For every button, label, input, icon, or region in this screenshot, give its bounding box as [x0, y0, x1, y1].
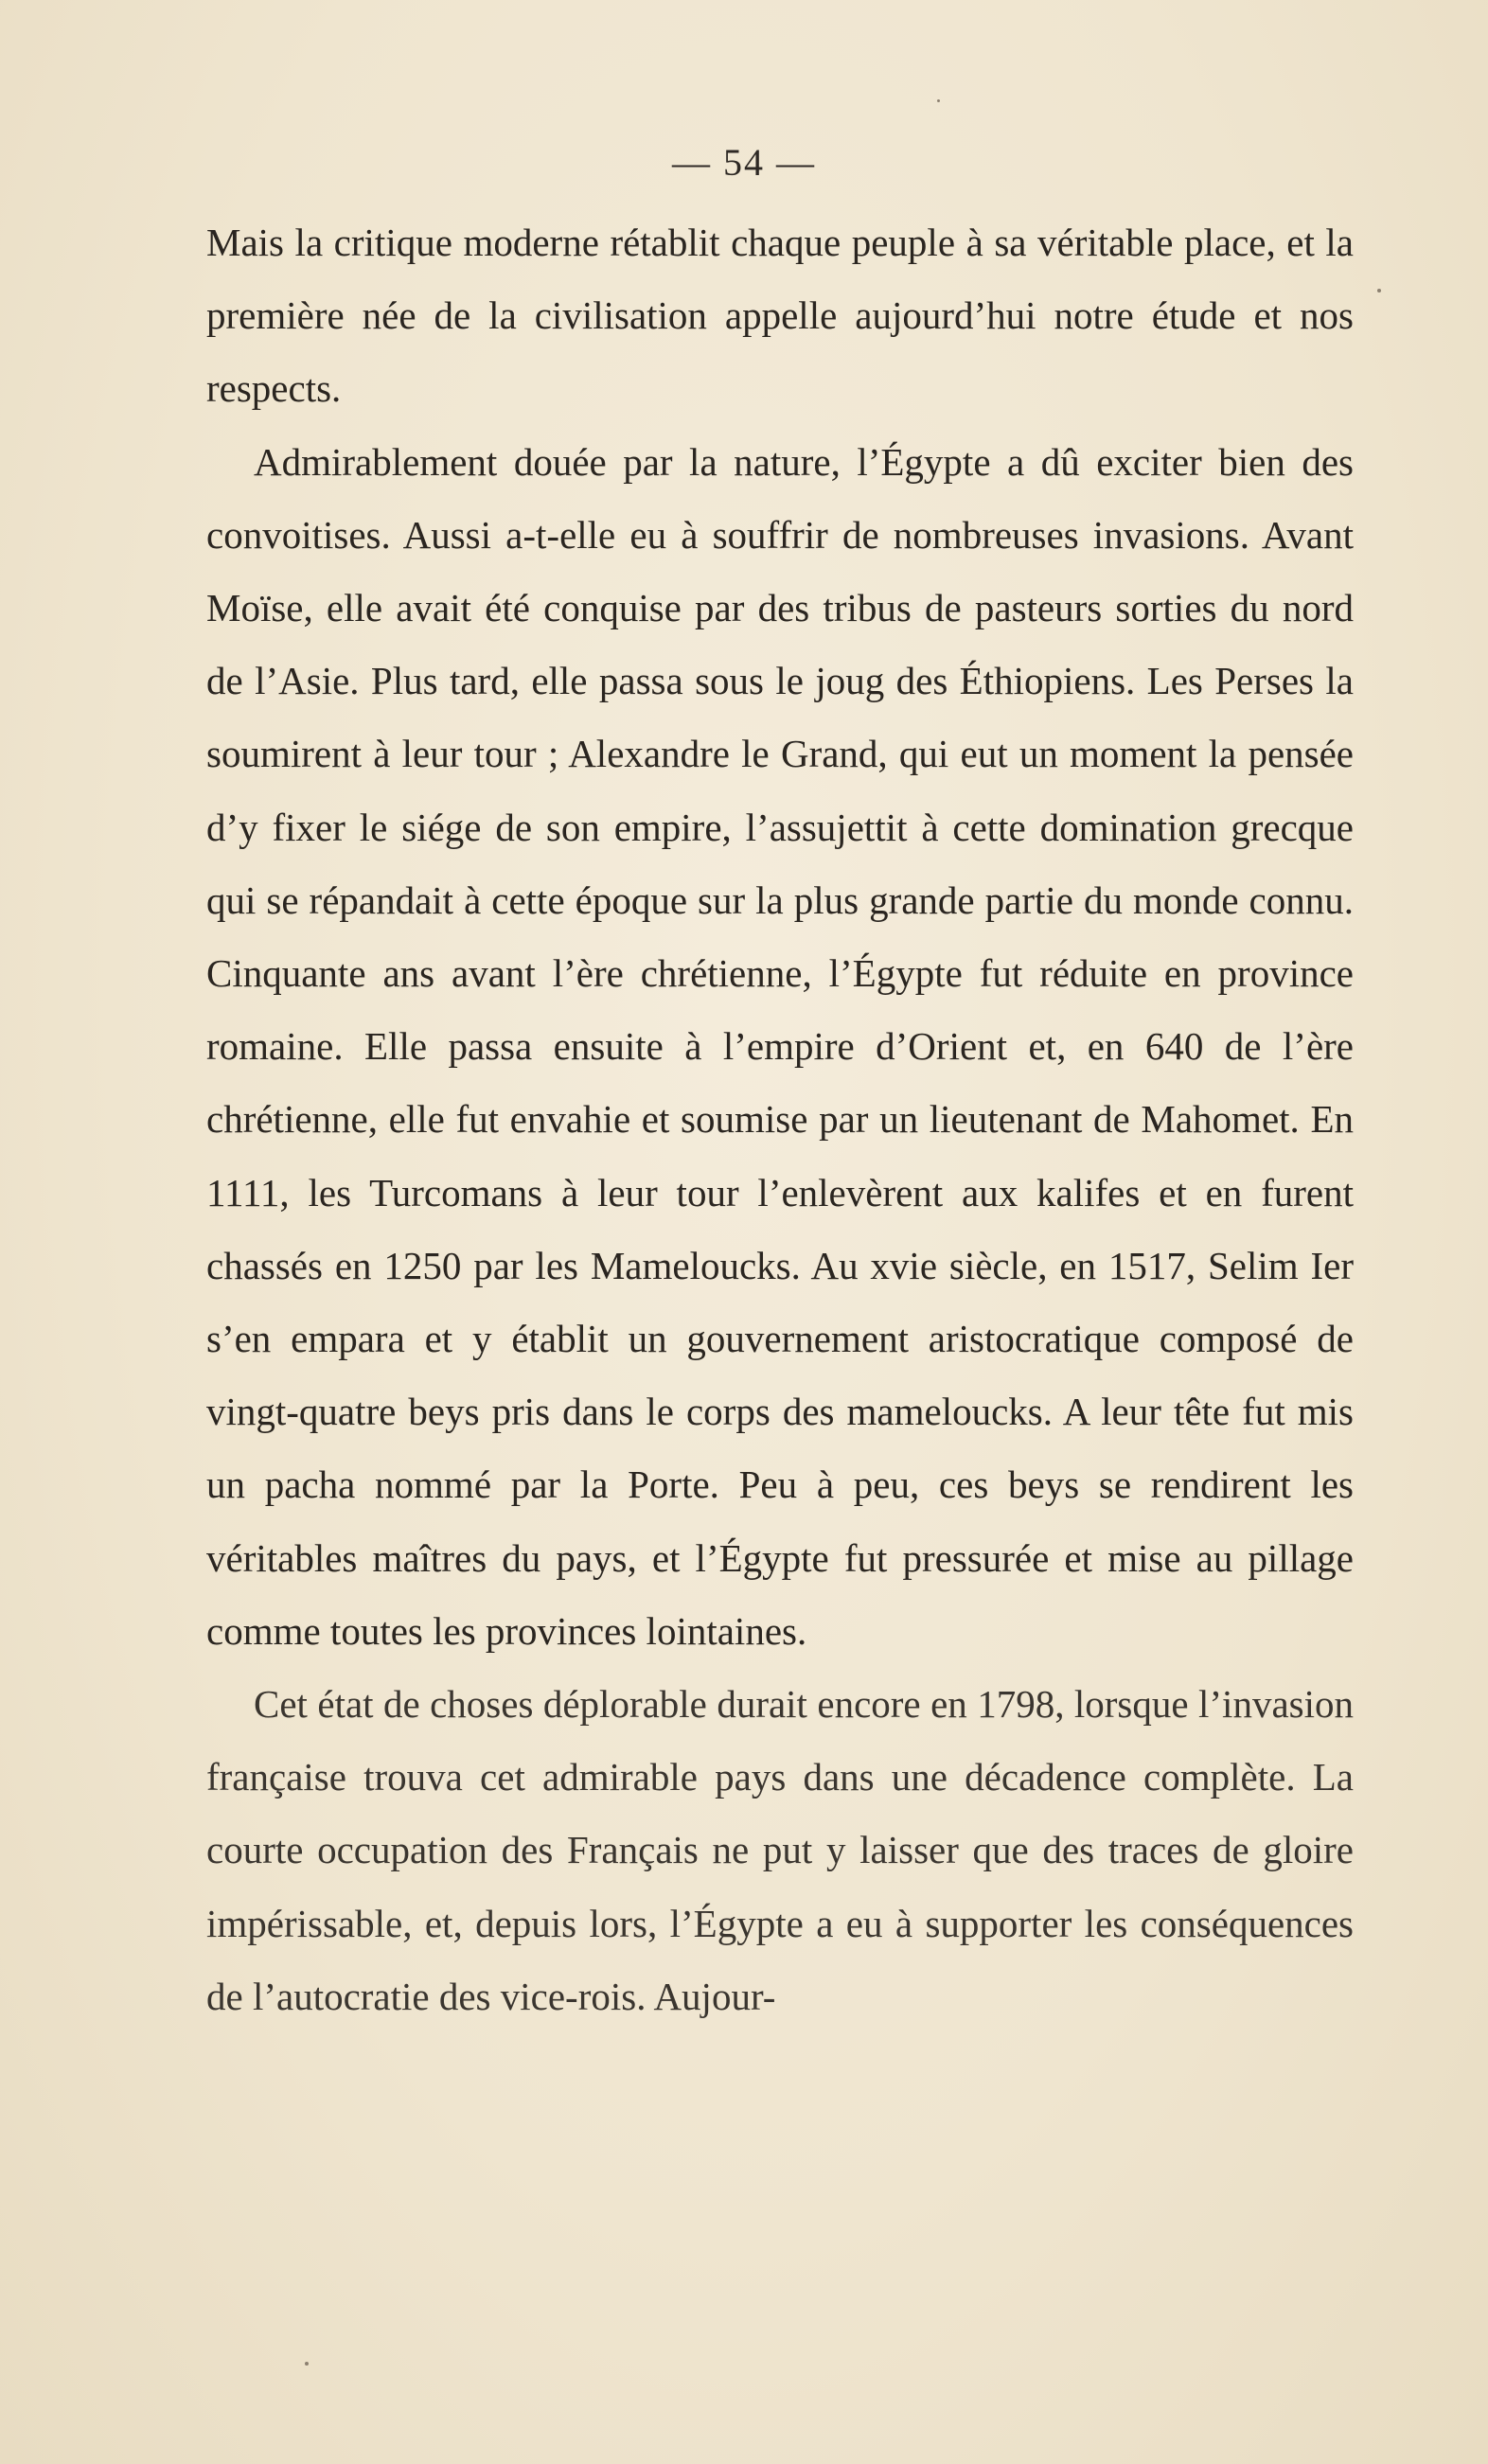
- paragraph-1: Mais la critique moderne rétablit chaque peuple à sa véritable place, et la première née de la civilisation appelle aujourd’hui notre étude et nos respects.: [206, 221, 1354, 411]
- paper-speck: [1377, 289, 1381, 292]
- body-text: [206, 206, 1354, 2033]
- page-number: — 54 —: [672, 141, 816, 184]
- paper-speck: [305, 2362, 309, 2366]
- paper-speck: [937, 99, 940, 102]
- paragraph-3: Cet état de choses déplorable durait encore en 1798, lorsque l’invasion française trouva cet admirable pays dans une décadence complète. La courte occupation des Français ne put y laisser que des traces de gloire impérissable, et, depuis lors, l’Égypte a eu à supporter les conséquences de l’autocratie des vice-rois. Aujour-: [206, 1682, 1354, 2018]
- paragraph-2: Admirablement douée par la nature, l’Égypte a dû exciter bien des convoitises. Aussi a-t-elle eu à souffrir de nombreuses invasions. Avant Moïse, elle avait été conquise par des tribus de pasteurs sorties du nord de l’Asie. Plus tard, elle passa sous le joug des Éthiopiens. Les Perses la soumirent à leur tour ; Alexandre le Grand, qui eut un moment la pensée d’y fixer le siége de son empire, l’assujettit à cette domination grecque qui se répandait à cette époque sur la plus grande partie du monde connu. Cinquante ans avant l’ère chrétienne, l’Égypte fut réduite en province romaine. Elle passa ensuite à l’empire d’Orient et, en 640 de l’ère chrétienne, elle fut envahie et soumise par un lieutenant de Mahomet. En 1111, les Turcomans à leur tour l’enlevèrent aux kalifes et en furent chassés en 1250 par les Mameloucks. Au xvie siècle, en 1517, Selim Ier s’en empara et y établit un gouvernement aristocratique composé de vingt-quatre beys pris dans le corps des mameloucks. A leur tête fut mis un pacha nommé par la Porte. Peu à peu, ces beys se rendirent les véritables maîtres du pays, et l’Égypte fut pressurée et mise au pillage comme toutes les provinces lointaines.: [206, 439, 1354, 1653]
